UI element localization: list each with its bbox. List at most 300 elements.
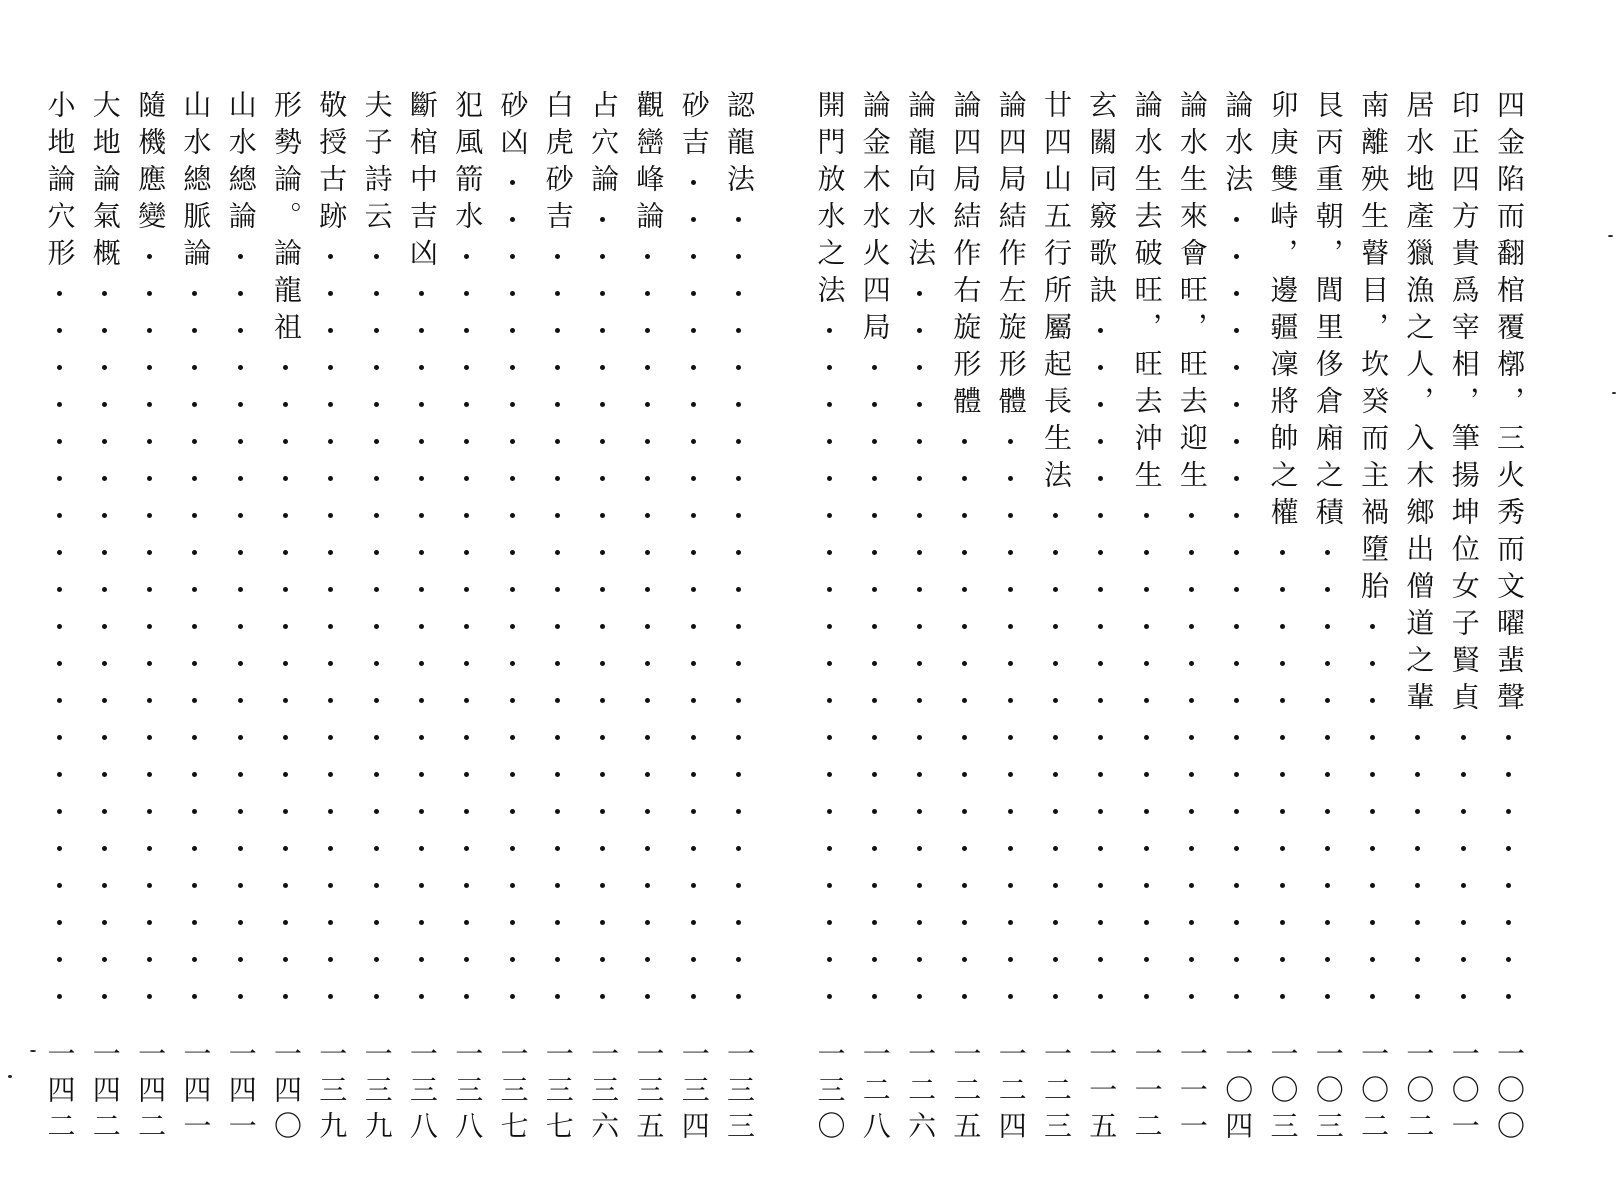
dot-leader	[1008, 920, 1013, 925]
dot-leader	[57, 920, 62, 925]
scan-speck	[1608, 235, 1613, 237]
dot-leader	[419, 957, 424, 962]
dot-leader	[102, 846, 107, 851]
dot-leader	[555, 698, 560, 703]
dot-leader	[102, 809, 107, 814]
dot-leader	[827, 661, 832, 666]
dot-leader	[1506, 809, 1511, 814]
dot-leader	[691, 846, 696, 851]
dot-leader	[555, 402, 560, 407]
dot-leader	[872, 365, 877, 370]
toc-entry-title: 形勢論。論龍祖	[270, 90, 303, 349]
dot-leader	[238, 624, 243, 629]
dot-leader	[872, 624, 877, 629]
dot-leader	[57, 587, 62, 592]
toc-entry-page-number: 一三七	[496, 1038, 530, 1147]
dot-leader	[374, 365, 379, 370]
dot-leader	[827, 550, 832, 555]
dot-leader	[736, 735, 741, 740]
toc-entry-title: 艮丙重朝，閭里侈倉廂之積	[1311, 90, 1345, 534]
dot-leader	[555, 587, 560, 592]
toc-entry-page-number: 一四二	[134, 1038, 168, 1147]
dot-leader	[736, 846, 741, 851]
dot-leader	[1053, 957, 1058, 962]
dot-leader	[57, 439, 62, 444]
dot-leader	[57, 883, 62, 888]
dot-leader	[510, 920, 515, 925]
toc-entry	[263, 90, 309, 1155]
dot-leader	[283, 957, 288, 962]
dot-leader	[1325, 587, 1330, 592]
dot-leader	[1008, 550, 1013, 555]
dot-leader	[238, 698, 243, 703]
dot-leader	[283, 698, 288, 703]
dot-leader	[1008, 476, 1013, 481]
dot-leader	[374, 920, 379, 925]
dot-leader	[872, 772, 877, 777]
dot-leader	[1053, 809, 1058, 814]
toc-entry	[580, 90, 626, 1155]
dot-leader	[238, 920, 243, 925]
dot-leader	[1506, 772, 1511, 777]
dot-leader	[691, 624, 696, 629]
dot-leader	[510, 550, 515, 555]
dot-leader	[691, 920, 696, 925]
dot-leader	[1189, 994, 1194, 999]
dot-leader	[827, 698, 832, 703]
toc-entry-page-number: 一三八	[451, 1038, 485, 1147]
dot-leader	[1280, 920, 1285, 925]
dot-leader	[691, 772, 696, 777]
toc-entry	[218, 90, 264, 1155]
dot-leader	[872, 735, 877, 740]
dot-leader	[283, 587, 288, 592]
dot-leader	[736, 809, 741, 814]
dot-leader	[827, 328, 832, 333]
toc-entry	[716, 90, 762, 1155]
toc-entry-title: 犯風箭水	[451, 90, 485, 238]
dot-leader	[102, 772, 107, 777]
dot-leader	[1008, 624, 1013, 629]
toc-entry-title: 玄關同竅歌訣	[1085, 90, 1119, 312]
toc-entry-title: 論水生來會旺，旺去迎生	[1175, 90, 1209, 497]
dot-leader	[1144, 883, 1149, 888]
dot-leader	[736, 772, 741, 777]
dot-leader	[872, 698, 877, 703]
dot-leader	[736, 661, 741, 666]
dot-leader	[555, 661, 560, 666]
toc-entry-page-number: 一四二	[43, 1038, 77, 1147]
dot-leader	[555, 365, 560, 370]
toc-entry-page-number: 一四〇	[270, 1038, 303, 1147]
dot-leader	[374, 402, 379, 407]
dot-leader	[419, 328, 424, 333]
dot-leader	[1144, 920, 1149, 925]
dot-leader	[374, 698, 379, 703]
dot-leader	[1144, 513, 1149, 518]
dot-leader	[691, 550, 696, 555]
dot-leader	[283, 624, 288, 629]
dot-leader	[374, 291, 379, 296]
dot-leader	[1053, 883, 1058, 888]
dot-leader	[283, 476, 288, 481]
dot-leader	[102, 587, 107, 592]
toc-entry-title: 印正四方貴爲宰相，筆揚坤位女子賢貞	[1447, 90, 1481, 719]
dot-leader	[1144, 957, 1149, 962]
toc-entry-page-number: 一二八	[858, 1038, 892, 1147]
dot-leader	[1325, 920, 1330, 925]
dot-leader	[1461, 883, 1466, 888]
toc-entry-page-number: 一〇三	[1266, 1038, 1300, 1147]
dot-leader	[374, 476, 379, 481]
dot-leader	[374, 883, 379, 888]
dot-leader	[510, 994, 515, 999]
dot-leader	[510, 513, 515, 518]
dot-leader	[57, 846, 62, 851]
dot-leader	[1053, 587, 1058, 592]
toc-entry	[354, 90, 400, 1155]
dot-leader	[419, 365, 424, 370]
dot-leader	[1053, 772, 1058, 777]
dot-leader	[827, 772, 832, 777]
dot-leader	[510, 846, 515, 851]
dot-leader	[827, 809, 832, 814]
dot-leader	[1189, 772, 1194, 777]
dot-leader	[57, 624, 62, 629]
dot-leader	[872, 994, 877, 999]
dot-leader	[1461, 809, 1466, 814]
toc-entry-title: 觀巒峰論	[632, 90, 666, 238]
toc-entry	[1395, 90, 1441, 1155]
dot-leader	[1008, 661, 1013, 666]
dot-leader	[1144, 809, 1149, 814]
toc-entry-page-number: 一一五	[1085, 1038, 1119, 1147]
dot-leader	[736, 217, 741, 222]
toc-entry-title: 廿四山五行所屬起長生法	[1040, 90, 1073, 497]
dot-leader	[510, 772, 515, 777]
dot-leader	[419, 846, 424, 851]
toc-entry	[1305, 90, 1351, 1155]
dot-leader	[283, 772, 288, 777]
dot-leader	[872, 439, 877, 444]
toc-entry-title: 開門放水之法	[813, 90, 847, 312]
toc-entry	[1350, 90, 1396, 1155]
dot-leader	[1506, 994, 1511, 999]
dot-leader	[374, 550, 379, 555]
toc-entry	[1078, 90, 1124, 1155]
dot-leader	[1280, 735, 1285, 740]
dot-leader	[872, 402, 877, 407]
dot-leader	[555, 920, 560, 925]
dot-leader	[102, 291, 107, 296]
dot-leader	[238, 883, 243, 888]
dot-leader	[1506, 920, 1511, 925]
toc-entry-page-number: 一三八	[405, 1038, 439, 1147]
dot-leader	[1506, 883, 1511, 888]
dot-leader	[238, 772, 243, 777]
toc-entry	[444, 90, 490, 1155]
toc-entry	[671, 90, 717, 1155]
dot-leader	[1053, 920, 1058, 925]
dot-leader	[283, 994, 288, 999]
dot-leader	[1461, 846, 1466, 851]
dot-leader	[419, 772, 424, 777]
scan-speck	[8, 1075, 12, 1078]
dot-leader	[872, 846, 877, 851]
dot-leader	[691, 883, 696, 888]
dot-leader	[57, 772, 62, 777]
dot-leader	[827, 957, 832, 962]
dot-leader	[419, 439, 424, 444]
dot-leader	[736, 513, 741, 518]
dot-leader	[691, 254, 696, 259]
dot-leader	[102, 328, 107, 333]
dot-leader	[419, 661, 424, 666]
dot-leader	[238, 587, 243, 592]
dot-leader	[510, 957, 515, 962]
toc-entry	[1441, 90, 1487, 1155]
dot-leader	[555, 476, 560, 481]
dot-leader	[827, 883, 832, 888]
dot-leader	[1280, 661, 1285, 666]
dot-leader	[555, 328, 560, 333]
dot-leader	[1325, 550, 1330, 555]
toc-entry-title: 論水生去破旺，旺去沖生	[1130, 90, 1164, 497]
dot-leader	[1144, 735, 1149, 740]
toc-entry-page-number: 一〇二	[1357, 1038, 1391, 1147]
dot-leader	[1053, 735, 1058, 740]
dot-leader	[1189, 846, 1194, 851]
dot-leader	[827, 365, 832, 370]
dot-leader	[238, 809, 243, 814]
toc-entry-page-number: 一三七	[541, 1038, 575, 1147]
toc-entry	[399, 90, 445, 1155]
toc-entry-page-number: 一一一	[1175, 1038, 1209, 1147]
dot-leader	[57, 661, 62, 666]
dot-leader	[736, 883, 741, 888]
dot-leader	[510, 365, 515, 370]
toc-entry-title: 論水法	[1221, 90, 1255, 201]
dot-leader	[102, 513, 107, 518]
dot-leader	[510, 402, 515, 407]
dot-leader	[1280, 994, 1285, 999]
dot-leader	[691, 957, 696, 962]
dot-leader	[510, 254, 515, 259]
dot-leader	[691, 291, 696, 296]
dot-leader	[238, 661, 243, 666]
toc-entry	[308, 90, 354, 1155]
toc-entry-page-number: 一二五	[949, 1038, 983, 1147]
dot-leader	[57, 957, 62, 962]
toc-entry-title: 斷棺中吉凶	[405, 90, 439, 275]
dot-leader	[419, 809, 424, 814]
toc-entry-title: 隨機應變	[134, 90, 168, 238]
dot-leader	[1053, 513, 1058, 518]
dot-leader	[1144, 772, 1149, 777]
dot-leader	[510, 883, 515, 888]
dot-leader	[57, 365, 62, 370]
toc-entry-title: 卯庚雙峙，邊疆凜將帥之權	[1266, 90, 1300, 534]
dot-leader	[1461, 772, 1466, 777]
dot-leader	[57, 328, 62, 333]
dot-leader	[1008, 846, 1013, 851]
dot-leader	[691, 365, 696, 370]
toc-entry-title: 南離殃生瞽目，坎癸而主禍墮胎	[1357, 90, 1391, 608]
dot-leader	[1008, 587, 1013, 592]
dot-leader	[736, 328, 741, 333]
dot-leader	[1280, 550, 1285, 555]
dot-leader	[1008, 439, 1013, 444]
dot-leader	[1461, 957, 1466, 962]
dot-leader	[1189, 587, 1194, 592]
dot-leader	[872, 809, 877, 814]
dot-leader	[238, 402, 243, 407]
dot-leader	[102, 661, 107, 666]
dot-leader	[374, 957, 379, 962]
dot-leader	[1144, 661, 1149, 666]
toc-entry-title: 居水地產獵漁之人，入木鄉出僧道之輩	[1402, 90, 1436, 719]
dot-leader	[283, 550, 288, 555]
toc-entry	[490, 90, 536, 1155]
toc-entry-title: 夫子詩云	[360, 90, 394, 238]
dot-leader	[374, 994, 379, 999]
dot-leader	[736, 920, 741, 925]
toc-entry	[852, 90, 898, 1155]
dot-leader	[1144, 550, 1149, 555]
dot-leader	[872, 513, 877, 518]
dot-leader	[283, 365, 288, 370]
dot-leader	[102, 365, 107, 370]
dot-leader	[736, 624, 741, 629]
toc-entry-title: 白虎砂吉	[541, 90, 575, 238]
dot-leader	[419, 698, 424, 703]
toc-entry-page-number: 一四二	[88, 1038, 122, 1147]
toc-entry-title: 敬授古跡	[315, 90, 349, 238]
dot-leader	[691, 439, 696, 444]
dot-leader	[283, 402, 288, 407]
dot-leader	[419, 402, 424, 407]
dot-leader	[555, 254, 560, 259]
dot-leader	[57, 698, 62, 703]
dot-leader	[1008, 772, 1013, 777]
dot-leader	[1189, 735, 1194, 740]
dot-leader	[872, 883, 877, 888]
dot-leader	[283, 735, 288, 740]
dot-leader	[510, 624, 515, 629]
dot-leader	[872, 661, 877, 666]
dot-leader	[419, 735, 424, 740]
toc-entry-title: 論四局結作左旋形體	[994, 90, 1028, 423]
dot-leader	[57, 291, 62, 296]
dot-leader	[374, 513, 379, 518]
dot-leader	[736, 365, 741, 370]
dot-leader	[1506, 957, 1511, 962]
toc-entry-page-number: 一〇一	[1447, 1038, 1481, 1147]
dot-leader	[1053, 698, 1058, 703]
dot-leader	[1280, 772, 1285, 777]
dot-leader	[736, 957, 741, 962]
dot-leader	[57, 735, 62, 740]
dot-leader	[691, 476, 696, 481]
toc-entry-page-number: 一三三	[723, 1038, 756, 1147]
dot-leader	[555, 735, 560, 740]
dot-leader	[374, 254, 379, 259]
dot-leader	[827, 513, 832, 518]
dot-leader	[57, 476, 62, 481]
dot-leader	[57, 550, 62, 555]
toc-entry	[625, 90, 671, 1155]
dot-leader	[872, 550, 877, 555]
dot-leader	[374, 328, 379, 333]
dot-leader	[736, 291, 741, 296]
toc-entry-page-number: 一〇二	[1402, 1038, 1436, 1147]
dot-leader	[374, 624, 379, 629]
toc-entry-title: 論龍向水法	[904, 90, 938, 275]
toc-entry-page-number: 一二四	[994, 1038, 1028, 1147]
dot-leader	[1280, 587, 1285, 592]
dot-leader	[238, 439, 243, 444]
dot-leader	[238, 254, 243, 259]
dot-leader	[736, 476, 741, 481]
dot-leader	[691, 402, 696, 407]
dot-leader	[555, 772, 560, 777]
toc-entry-title: 砂凶	[496, 90, 530, 164]
dot-leader	[555, 291, 560, 296]
dot-leader	[1144, 846, 1149, 851]
dot-leader	[283, 920, 288, 925]
toc-entry	[807, 90, 853, 1155]
dot-leader	[1189, 809, 1194, 814]
dot-leader	[510, 439, 515, 444]
dot-leader	[555, 883, 560, 888]
dot-leader	[57, 513, 62, 518]
dot-leader	[238, 328, 243, 333]
dot-leader	[238, 846, 243, 851]
dot-leader	[57, 402, 62, 407]
dot-leader	[1008, 513, 1013, 518]
dot-leader	[283, 661, 288, 666]
dot-leader	[555, 513, 560, 518]
dot-leader	[827, 846, 832, 851]
dot-leader	[510, 291, 515, 296]
dot-leader	[1461, 920, 1466, 925]
toc-entry-title: 大地論氣概	[88, 90, 122, 275]
dot-leader	[736, 402, 741, 407]
toc-entry-page-number: 一二三	[1040, 1038, 1073, 1147]
dot-leader	[1280, 883, 1285, 888]
dot-leader	[691, 217, 696, 222]
dot-leader	[510, 328, 515, 333]
toc-entry-title: 山水總論	[224, 90, 258, 238]
dot-leader	[374, 661, 379, 666]
toc-entry	[82, 90, 128, 1155]
toc-entry-title: 小地論穴形	[43, 90, 77, 275]
dot-leader	[1053, 994, 1058, 999]
toc-entry	[37, 90, 83, 1155]
dot-leader	[283, 513, 288, 518]
dot-leader	[419, 550, 424, 555]
dot-leader	[1461, 735, 1466, 740]
dot-leader	[1189, 957, 1194, 962]
toc-entry	[1124, 90, 1170, 1155]
dot-leader	[691, 180, 696, 185]
dot-leader	[374, 846, 379, 851]
dot-leader	[1008, 883, 1013, 888]
toc-entry-page-number: 一一二	[1130, 1038, 1164, 1147]
dot-leader	[102, 920, 107, 925]
dot-leader	[510, 217, 515, 222]
dot-leader	[691, 661, 696, 666]
